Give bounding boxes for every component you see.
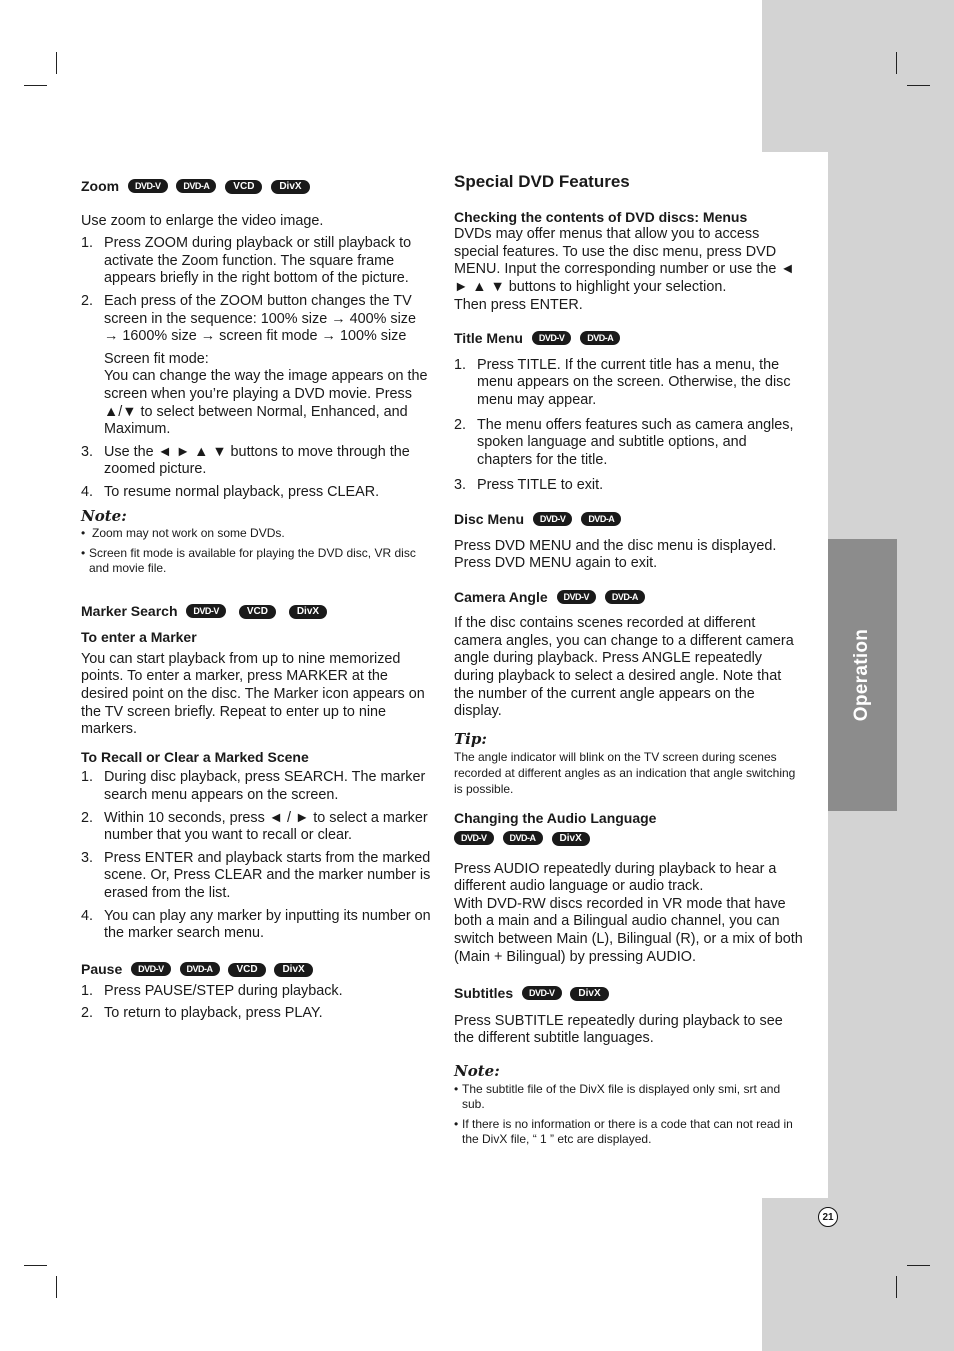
tip-text: The angle indicator will blink on the TV screen during scenes recorded at different angles as an indication that angle switching is possible. (454, 750, 796, 797)
crop-mark (896, 1276, 897, 1298)
checking-text-2: Then press ENTER. (454, 296, 583, 313)
audio-title: Changing the Audio Language (454, 810, 657, 827)
disc-menu-title: Disc Menu (454, 510, 525, 527)
title-menu-step-text: Press TITLE. If the current title has a menu, the menu appears on the screen. Otherwise, the disc menu may appear. (477, 356, 791, 408)
marker-title: Marker Search (81, 602, 178, 619)
margin-band-bottom (762, 1198, 954, 1351)
audio-text: Press AUDIO repeatedly during playback to hear a different audio language or audio track. (454, 860, 777, 895)
tip-title: Tip: (454, 729, 487, 748)
badge-dvd-v: DVD-V (557, 590, 597, 604)
zoom-step-text: Each press of the ZOOM button changes the TV screen in the sequence: 100% size → 400% size → 1600% size → screen fit mode → 100% size (104, 292, 416, 345)
marker-step: 1. During disc playback, press SEARCH. The marker search menu appears on the screen. (81, 769, 431, 804)
margin-band-top (762, 0, 954, 152)
left-column (81, 178, 431, 1022)
zoom-step: 4. To resume normal playback, press CLEAR. (81, 484, 431, 502)
marker-step-text: During disc playback, press SEARCH. The marker search menu appears on the screen. (104, 769, 426, 803)
badge-dvd-a: DVD-A (605, 590, 645, 604)
title-menu-step: 1. Press TITLE. If the current title has a menu, the menu appears on the screen. Otherwise, the disc menu may appear. (454, 357, 804, 410)
audio-badges (449, 831, 804, 849)
pause-step: 2. To return to playback, press PLAY. (81, 1005, 431, 1023)
zoom-note-item: • Zoom may not work on some DVDs. (81, 526, 431, 542)
crop-mark (896, 52, 897, 74)
zoom-step: 2. Each press of the ZOOM button changes the TV screen in the sequence: 100% size → 400% size → 1600% size → screen fit mode → 100% size (81, 293, 431, 346)
crop-mark (24, 1265, 47, 1266)
subtitles-text: Press SUBTITLE repeatedly during playback to see the different subtitle languages. (454, 1012, 783, 1047)
subtitles-note-text: The subtitle file of the DivX file is displayed only smi, srt and sub. (462, 1081, 781, 1112)
pause-heading (81, 961, 431, 979)
badge-vcd: VCD (225, 180, 262, 194)
audio-text-2: With DVD-RW discs recorded in VR mode that have both a main and a Bilingual audio channel, you can switch between Main (L), Bilingual (R), or a mix of both (Main + Bilingual) by pressing AUDIO. (454, 895, 803, 965)
title-menu-step-text: Press TITLE to exit. (477, 477, 604, 494)
crop-mark (56, 1276, 57, 1298)
disc-menu-heading (454, 511, 804, 529)
badge-divx: DivX (570, 987, 608, 1001)
marker-step-text: Within 10 seconds, press ◄ / ► to select a marker number that you want to recall or clear. (104, 809, 428, 844)
badge-divx: DivX (552, 832, 590, 846)
zoom-step: 1. Press ZOOM during playback or still playback to activate the Zoom function. The square frame appears briefly in the right bottom of the picture. (81, 235, 431, 288)
title-menu-step: 2. The menu offers features such as camera angles, spoken language and subtitle options, and chapters for the title. (454, 417, 804, 470)
badge-dvd-a: DVD-A (581, 512, 621, 526)
special-features-title: Special DVD Features (454, 172, 630, 191)
camera-title: Camera Angle (454, 588, 548, 605)
crop-mark (24, 85, 47, 86)
title-menu-step-text: The menu offers features such as camera angles, spoken language and subtitle options, and chapters for the title. (477, 416, 794, 468)
zoom-step-text: Use the ◄ ► ▲ ▼ buttons to move through the zoomed picture. (104, 443, 410, 478)
badge-dvd-a: DVD-A (580, 331, 620, 345)
zoom-note-text: Screen fit mode is available for playing the DVD disc, VR disc and movie file. (89, 545, 416, 576)
badge-divx: DivX (271, 180, 309, 194)
marker-step: 4. You can play any marker by inputting its number on the marker search menu. (81, 907, 431, 942)
badge-dvd-v: DVD-V (186, 604, 226, 618)
subtitles-note-item: • The subtitle file of the DivX file is displayed only smi, srt and sub. (454, 1082, 804, 1113)
zoom-note-item: • Screen fit mode is available for playing the DVD disc, VR disc and movie file. (81, 546, 431, 577)
zoom-note-title: Note: (81, 506, 127, 525)
camera-text: If the disc contains scenes recorded at different camera angles, you can change to a different camera angle during playback. Press ANGLE repeatedly during playback to select a desired angle. Note that the number of the current angle appears on the display. (454, 615, 794, 720)
title-menu-step: 3. Press TITLE to exit. (454, 477, 804, 495)
zoom-step-text: Press ZOOM during playback or still playback to activate the Zoom function. The square frame appears briefly in the right bottom of the picture. (104, 235, 412, 287)
pause-title: Pause (81, 960, 123, 977)
pause-step-text: Press PAUSE/STEP during playback. (104, 983, 343, 1000)
badge-divx: DivX (274, 963, 312, 977)
disc-menu-text: Press DVD MENU and the disc menu is displayed. Press DVD MENU again to exit. (454, 537, 777, 572)
title-menu-heading (454, 330, 804, 348)
camera-heading (454, 589, 804, 607)
title-menu-title: Title Menu (454, 330, 523, 347)
zoom-title: Zoom (81, 178, 120, 194)
subtitles-note-item: • If there is no information or there is a code that can not read in the DivX file, “ 1 ” etc are displayed. (454, 1117, 804, 1148)
checking-title: Checking the contents of DVD discs: Menus (454, 208, 748, 225)
crop-mark (907, 85, 930, 86)
badge-dvd-v: DVD-V (128, 179, 168, 193)
enter-marker-title: To enter a Marker (81, 629, 197, 646)
badge-dvd-v: DVD-V (522, 986, 562, 1000)
subtitles-note-text: If there is no information or there is a code that can not read in the DivX file, “ 1 ” etc are displayed. (462, 1116, 793, 1147)
crop-mark (56, 52, 57, 74)
enter-marker-text: You can start playback from up to nine memorized points. To enter a marker, press MARKER at the desired point on the disc. The Marker icon appears on the TV screen briefly. Repeat to enter up to nine markers. (81, 650, 425, 738)
badge-vcd: VCD (239, 605, 276, 619)
recall-title: To Recall or Clear a Marked Scene (81, 748, 309, 765)
zoom-note-text: Zoom may not work on some DVDs. (92, 526, 285, 541)
zoom-intro: Use zoom to enlarge the video image. (81, 212, 324, 229)
subtitles-title: Subtitles (454, 985, 514, 1002)
marker-step-text: You can play any marker by inputting its number on the marker search menu. (104, 907, 431, 942)
subtitles-heading (454, 985, 804, 1003)
badge-dvd-v: DVD-V (532, 331, 572, 345)
badge-dvd-a: DVD-A (176, 179, 216, 193)
badge-divx: DivX (289, 605, 327, 619)
section-tab-label: Operation (851, 628, 872, 722)
badge-dvd-a: DVD-A (180, 962, 220, 976)
badge-dvd-a: DVD-A (503, 831, 543, 845)
marker-heading (81, 603, 431, 621)
crop-mark (907, 1265, 930, 1266)
subtitles-note-title: Note: (454, 1061, 500, 1080)
page-number: 21 (818, 1207, 838, 1227)
zoom-heading (81, 178, 431, 196)
marker-step-text: Press ENTER and playback starts from the marked scene. Or, Press CLEAR and the marker number is erased from the list. (104, 849, 431, 901)
pause-step-text: To return to playback, press PLAY. (104, 1004, 323, 1021)
badge-vcd: VCD (228, 963, 265, 977)
badge-dvd-v: DVD-V (454, 831, 494, 845)
zoom-step: 3. Use the ◄ ► ▲ ▼ buttons to move through the zoomed picture. (81, 444, 431, 479)
pause-step: 1. Press PAUSE/STEP during playback. (81, 983, 431, 1001)
fit-mode-text: You can change the way the image appears on the screen when you’re playing a DVD movie. Press ▲/▼ to select between Normal, Enhanced, and Maximum. (104, 368, 428, 438)
badge-dvd-v: DVD-V (131, 962, 171, 976)
marker-step: 3. Press ENTER and playback starts from the marked scene. Or, Press CLEAR and the marker number is erased from the list. (81, 849, 431, 901)
marker-step: 2. Within 10 seconds, press ◄ / ► to select a marker number that you want to recall or clear. (81, 810, 431, 845)
checking-text: DVDs may offer menus that allow you to access special features. To use the disc menu, press DVD MENU. Input the corresponding number or use the ◄ ► ▲ ▼ buttons to highlight your selection. (454, 226, 795, 295)
fit-mode-label: Screen fit mode: (104, 350, 209, 367)
right-column (454, 173, 804, 1148)
badge-dvd-v: DVD-V (533, 512, 573, 526)
zoom-step-text: To resume normal playback, press CLEAR. (104, 483, 380, 500)
